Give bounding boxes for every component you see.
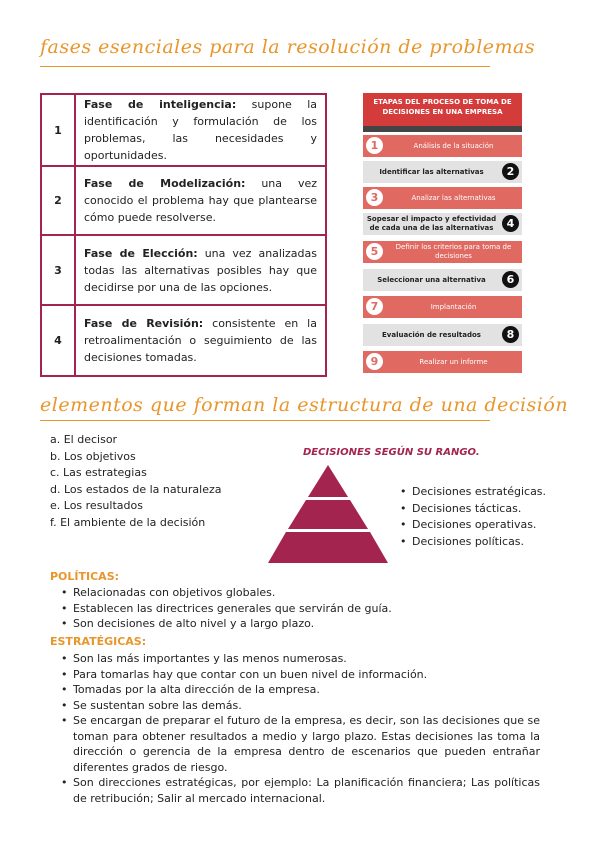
phases-heading: fases esenciales para la resolución de problemas: [40, 36, 536, 58]
phase-number: 1: [42, 95, 76, 165]
elements-heading: elementos que forman la estructura de una decisión: [40, 394, 569, 416]
list-item: • Para tomarlas hay que contar con un buen nivel de información.: [60, 667, 540, 683]
list-item: • Tomadas por la alta dirección de la empresa.: [60, 682, 540, 698]
rango-list: [400, 484, 546, 550]
list-item: • Decisiones políticas.: [400, 534, 546, 551]
stage-item: [363, 241, 522, 263]
list-item: • Son direcciones estratégicas, por ejemplo: La planificación financiera; Las políticas de retribución; Salir al mercado internacional.: [60, 775, 540, 806]
pyramid-tier-upper: [288, 500, 368, 529]
rango-title: DECISIONES SEGÚN SU RANGO.: [303, 447, 480, 458]
stage-item: [363, 213, 522, 235]
stage-number-badge: 6: [502, 271, 519, 288]
phase-title: Fase de inteligencia:: [84, 98, 237, 111]
list-item: • Se sustentan sobre las demás.: [60, 698, 540, 714]
list-item: • Decisiones operativas.: [400, 517, 546, 534]
phase-title: Fase de Elección:: [84, 246, 198, 260]
stage-item: [363, 269, 522, 291]
list-item: b. Los objetivos: [50, 449, 136, 463]
stage-label: Definir los criterios para toma de decisiones: [395, 243, 512, 260]
stage-item: [363, 187, 522, 209]
stage-label: Analizar las alternativas: [411, 193, 496, 202]
stage-label: Identificar las alternativas: [379, 167, 484, 176]
list-item: • Establecen las directrices generales que servirán de guía.: [60, 601, 540, 617]
stage-item: [363, 161, 522, 183]
stage-label: Sopesar el impacto y efectividad de cada una de las alternativas: [366, 215, 497, 232]
politicas-list: [60, 585, 540, 632]
stage-label: Seleccionar una alternativa: [377, 275, 486, 284]
list-item: • Son decisiones de alto nivel y a largo plazo.: [60, 616, 540, 632]
stage-number-badge: 8: [502, 326, 519, 343]
stage-label: Análisis de la situación: [413, 141, 494, 150]
phase-row: [42, 165, 325, 234]
phase-row: [42, 304, 325, 375]
stages-infographic: [363, 93, 522, 375]
stage-number-badge: 9: [366, 353, 383, 370]
list-item: a. El decisor: [50, 433, 118, 446]
heading-underline: [40, 420, 490, 421]
stage-number-badge: 4: [502, 215, 519, 232]
phase-number: 4: [42, 306, 76, 375]
pyramid-tier-top: [308, 465, 348, 497]
stage-number-badge: 5: [366, 243, 383, 260]
list-item: d. Los estados de la naturaleza: [50, 482, 222, 496]
heading-underline: [40, 66, 490, 67]
stage-number-badge: 1: [366, 137, 383, 154]
phase-text: supone la identificación y formulación de los problemas, las necesidades y oportunidades.: [84, 98, 317, 162]
politicas-title: POLÍTICAS:: [50, 570, 120, 583]
stage-item: [363, 135, 522, 157]
estrategicas-list: [60, 651, 540, 806]
list-item: • Decisiones tácticas.: [400, 501, 546, 518]
stage-item: [363, 296, 522, 318]
stage-number-badge: 2: [502, 163, 519, 180]
estrategicas-title: ESTRATÉGICAS:: [50, 635, 147, 648]
phases-table: [40, 93, 327, 377]
phase-text: consistente en la retroalimentación o seguimiento de las decisiones tomadas.: [84, 317, 317, 364]
stage-number-badge: 7: [366, 298, 383, 315]
phase-row: [42, 234, 325, 304]
phase-text: una vez conocido el problema hay que plantearse cómo puede resolverse.: [84, 177, 317, 224]
list-item: c. Las estrategias: [50, 466, 147, 479]
list-item: • Decisiones estratégicas.: [400, 484, 546, 501]
stage-item: [363, 324, 522, 346]
list-item: e. Los resultados: [50, 499, 143, 512]
pyramid-tier-lower: [268, 532, 388, 563]
list-item: • Relacionadas con objetivos globales.: [60, 585, 540, 601]
phase-number: 2: [42, 167, 76, 234]
stage-label: Implantación: [430, 302, 477, 311]
list-item: • Son las más importantes y las menos numerosas.: [60, 651, 540, 667]
phase-description: [84, 167, 317, 234]
phase-description: [84, 306, 317, 375]
pyramid-diagram: [262, 463, 394, 567]
stages-title-bar: [363, 126, 522, 132]
stage-label: Evaluación de resultados: [382, 330, 481, 339]
stages-title: ETAPAS DEL PROCESO DE TOMA DE DECISIONES EN UNA EMPRESA: [363, 93, 522, 126]
list-item: f. El ambiente de la decisión: [50, 515, 206, 529]
elements-list: [50, 432, 222, 531]
phase-text: una vez analizadas todas las alternativas posibles hay que decidirse por una de las opciones.: [84, 246, 318, 294]
stage-number-badge: 3: [366, 189, 383, 206]
phase-description: [84, 95, 317, 165]
phase-title: Fase de Modelización:: [84, 177, 246, 190]
phase-description: [84, 236, 317, 304]
stage-item: [363, 351, 522, 373]
stage-label: Realizar un informe: [419, 357, 488, 366]
phase-number: 3: [42, 236, 76, 304]
phase-title: Fase de Revisión:: [84, 317, 204, 330]
phase-row: [42, 95, 325, 165]
list-item: • Se encargan de preparar el futuro de la empresa, es decir, son las decisiones que se toman para obtener resultados a medio y largo plazo. Estas decisiones las toma la dirección o gerencia de la empresa dentro de escenarios que pueden entrañar diferentes grados de riesgo.: [60, 713, 540, 775]
